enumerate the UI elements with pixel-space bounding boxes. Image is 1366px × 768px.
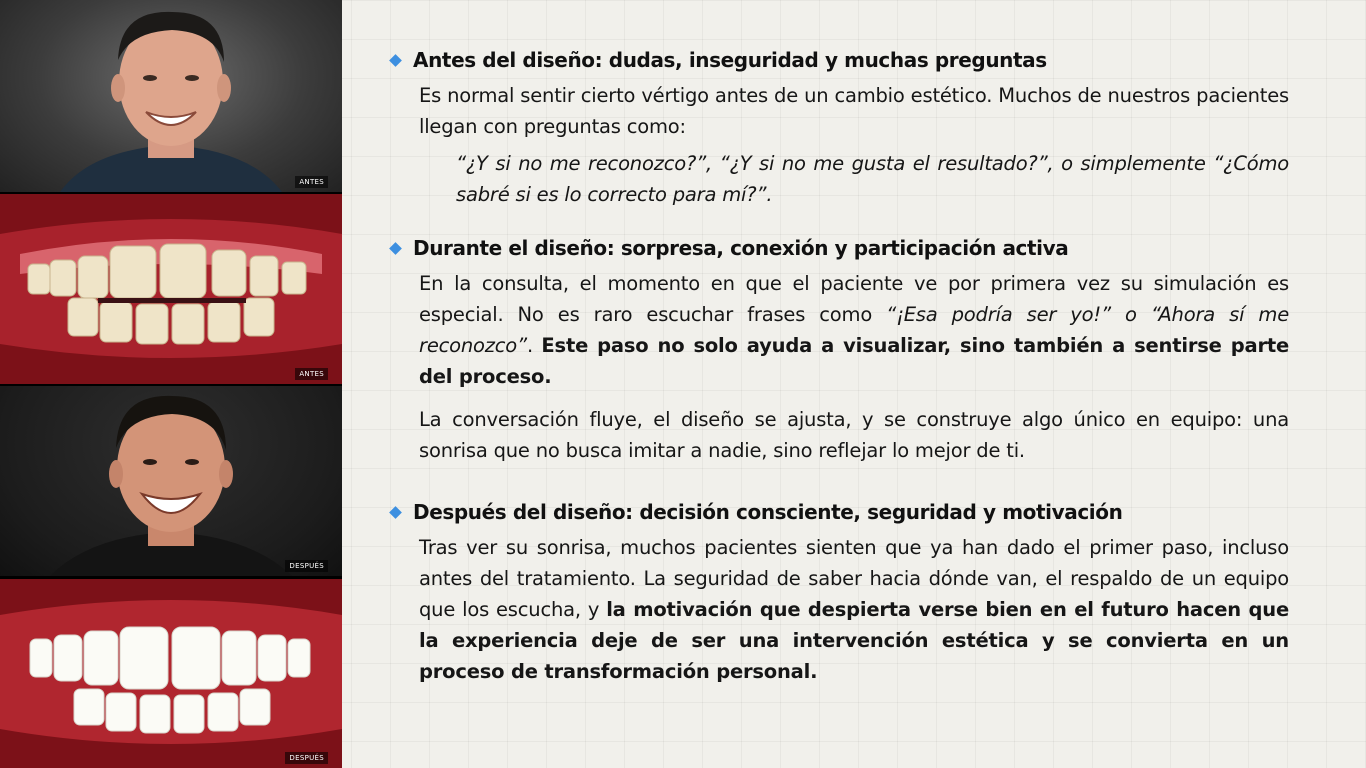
after-teeth-photo: [0, 579, 342, 768]
section-heading: [388, 236, 1290, 260]
section-heading: [388, 48, 1290, 72]
before-teeth-photo: [0, 194, 342, 384]
diamond-bullet-icon: [389, 506, 402, 519]
heading-text: Después del diseño: decisión consciente, seguridad y motivación: [413, 500, 1123, 524]
photo-column: [0, 0, 342, 768]
photo-label: DESPUÉS: [285, 752, 328, 764]
paragraph: [419, 532, 1289, 687]
paragraph-punctuation: .: [526, 334, 542, 357]
photo-label: ANTES: [295, 368, 328, 380]
after-face-photo: [0, 386, 342, 576]
paragraph-text: Tras ver su sonrisa, muchos pacientes sienten que ya han dado el primer paso, incluso antes del tratamiento. La seguridad de saber hacia dónde van, el respaldo de un equipo que los escucha, y: [419, 536, 1289, 621]
paragraph: La conversación fluye, el diseño se ajusta, y se construye algo único en equipo: una sonrisa que no busca imitar a nadie, sino reflejar lo mejor de ti.: [419, 408, 1289, 462]
emphasis-text: Este paso no solo ayuda a visualizar, sino también a sentirse parte del proceso.: [419, 334, 1290, 388]
heading-text: Antes del diseño: dudas, inseguridad y muchas preguntas: [413, 48, 1047, 72]
photo-label: ANTES: [295, 176, 328, 188]
photo-label: DESPUÉS: [285, 560, 328, 572]
heading-text: Durante el diseño: sorpresa, conexión y participación activa: [413, 236, 1069, 260]
quote-text: “¿Y si no me reconozco?”, “¿Y si no me gusta el resultado?”, o simplemente “¿Cómo sabré si es lo correcto para mí?”.: [456, 152, 1289, 206]
section-during: [388, 236, 1290, 466]
section-after: [388, 500, 1290, 687]
section-heading: [388, 500, 1290, 524]
paragraph-text: En la consulta, el momento en que el paciente ve por primera vez su simulación es especial. No es raro escuchar frases como: [419, 272, 1289, 326]
quoted-phrases: “¡Esa podría ser yo!” o “Ahora sí me reconozco”: [419, 303, 1289, 357]
diamond-bullet-icon: [389, 54, 402, 67]
paragraph: Es normal sentir cierto vértigo antes de un cambio estético. Muchos de nuestros pacientes llegan con preguntas como:: [419, 84, 1289, 138]
before-face-photo: [0, 0, 342, 192]
emphasis-text: la motivación que despierta verse bien en el futuro hacen que la experiencia deje de ser una intervención estética y se convierta en un proceso de transformación personal.: [419, 598, 1289, 683]
diamond-bullet-icon: [389, 242, 402, 255]
section-before: [388, 48, 1290, 210]
paragraph: [419, 268, 1289, 392]
